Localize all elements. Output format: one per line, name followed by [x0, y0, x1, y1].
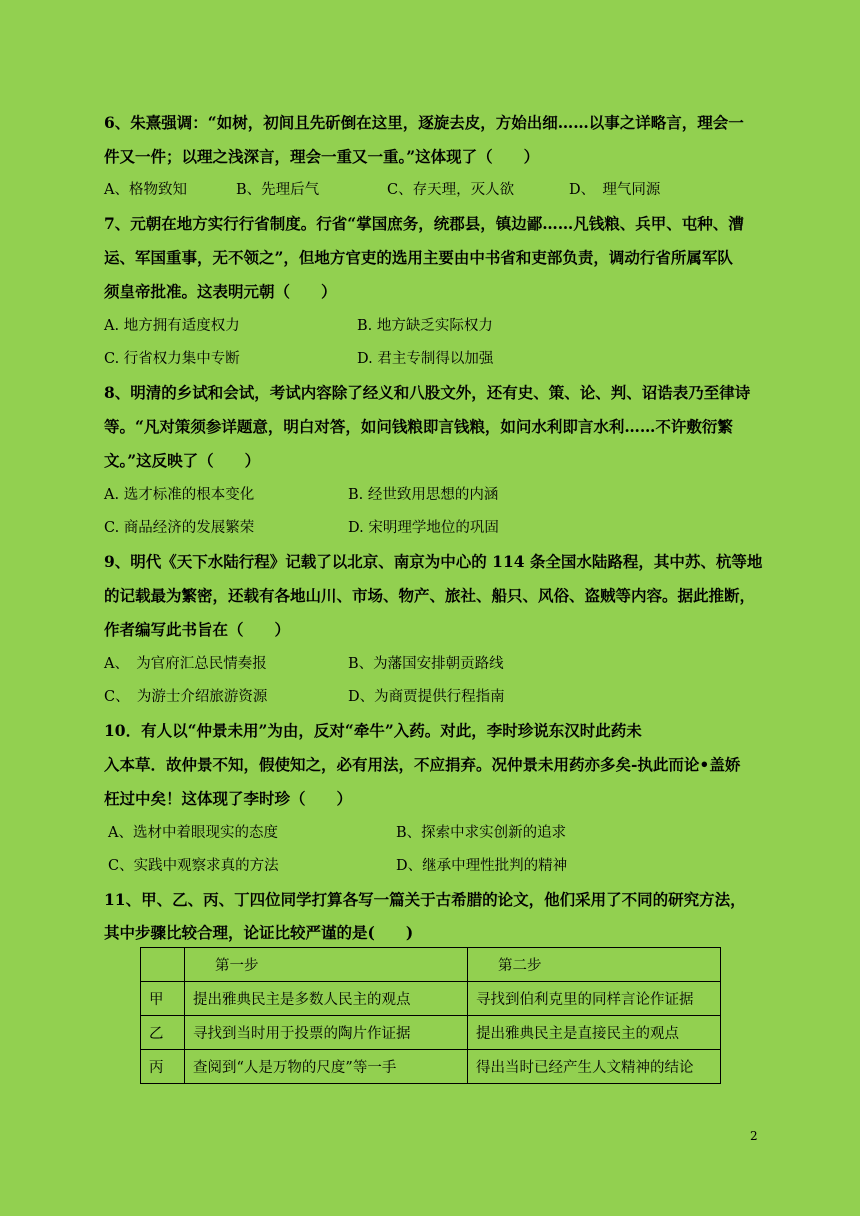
table-cell: 提出雅典民主是直接民主的观点	[468, 1016, 721, 1050]
q6-option-a: A、格物致知	[104, 182, 187, 198]
q6-option-b: B、先理后气	[236, 182, 320, 198]
q8-option-b: B. 经世致用思想的内涵	[348, 487, 499, 503]
question-8-line-3: 文。”这反映了（ ）	[104, 451, 261, 470]
q7-option-b: B. 地方缺乏实际权力	[357, 318, 493, 334]
q9-option-a: A、 为官府汇总民情奏报	[104, 656, 267, 672]
q10-option-c: C、实践中观察求真的方法	[108, 858, 279, 874]
table-cell: 甲	[141, 982, 185, 1016]
question-11-line-2: 其中步骤比较合理，论证比较严谨的是( )	[104, 923, 414, 942]
q7-option-c: C. 行省权力集中专断	[104, 351, 240, 367]
question-6-line-2: 件又一件；以理之浅深言，理会一重又一重。”这体现了（ ）	[104, 147, 540, 166]
question-9-line-3: 作者编写此书旨在（ ）	[104, 620, 291, 639]
q9-option-b: B、为藩国安排朝贡路线	[348, 656, 504, 672]
question-6-line-1: 6、朱熹强调：“如树，初间且先斫倒在这里，逐旋去皮，方始出细……以事之详略言，理会一	[104, 113, 744, 132]
q10-option-a: A、选材中着眼现实的态度	[108, 825, 278, 841]
table-cell: 丙	[141, 1050, 185, 1084]
q10-option-b: B、探索中求实创新的追求	[396, 825, 567, 841]
table-row	[141, 982, 721, 1016]
table-header-cell: 第二步	[468, 948, 721, 982]
q9-option-d: D、为商贾提供行程指南	[348, 689, 505, 705]
q7-option-a: A. 地方拥有适度权力	[104, 318, 240, 334]
table-header-cell	[141, 948, 185, 982]
q8-option-d: D. 宋明理学地位的巩固	[348, 520, 499, 536]
page-number: 2	[750, 1129, 758, 1143]
table-cell: 寻找到伯利克里的同样言论作证据	[468, 982, 721, 1016]
table-row	[141, 1016, 721, 1050]
table-cell: 乙	[141, 1016, 185, 1050]
method-table	[140, 947, 721, 1084]
question-10-line-2: 入本草．故仲景不知，假使知之，必有用法，不应捐弃。况仲景未用药亦多矣-执此而论•盖娇	[104, 755, 741, 774]
q6-option-c: C、存天理，灭人欲	[387, 182, 515, 198]
table-header-cell: 第一步	[185, 948, 468, 982]
q8-option-a: A. 选才标准的根本变化	[104, 487, 255, 503]
table-header-row	[141, 948, 721, 982]
question-8-line-2: 等。“凡对策须参详题意，明白对答，如问钱粮即言钱粮，如问水利即言水利……不许敷衍繁	[104, 417, 733, 436]
question-10-line-3: 枉过中矣！这体现了李时珍（ ）	[104, 789, 353, 808]
table-cell: 查阅到“人是万物的尺度”等一手	[185, 1050, 468, 1084]
q6-option-d: D、 理气同源	[569, 182, 661, 198]
q10-option-d: D、继承中理性批判的精神	[396, 858, 568, 874]
table-row	[141, 1050, 721, 1084]
table-cell: 寻找到当时用于投票的陶片作证据	[185, 1016, 468, 1050]
question-9-line-1: 9、明代《天下水陆行程》记载了以北京、南京为中心的 114 条全国水陆路程，其中苏、杭等地	[104, 552, 763, 571]
question-11-line-1: 11、甲、乙、丙、丁四位同学打算各写一篇关于古希腊的论文，他们采用了不同的研究方法，	[104, 890, 746, 909]
table-cell: 得出当时已经产生人文精神的结论	[468, 1050, 721, 1084]
q8-option-c: C. 商品经济的发展繁荣	[104, 520, 255, 536]
q9-option-c: C、 为游士介绍旅游资源	[104, 689, 268, 705]
q7-option-d: D. 君主专制得以加强	[357, 351, 494, 367]
question-8-line-1: 8、明清的乡试和会试，考试内容除了经义和八股文外，还有史、策、论、判、诏诰表乃至律诗	[104, 383, 751, 402]
question-7-line-1: 7、元朝在地方实行行省制度。行省“掌国庶务，统郡县，镇边鄙……凡钱粮、兵甲、屯种、漕	[104, 214, 744, 233]
question-9-line-2: 的记载最为繁密，还载有各地山川、市场、物产、旅社、船只、风俗、盗贼等内容。据此推断，	[104, 586, 756, 605]
question-10-line-1: 10．有人以“仲景未用”为由，反对“牵牛”入药。对此，李时珍说东汉时此药未	[104, 721, 642, 740]
question-7-line-3: 须皇帝批准。这表明元朝（ ）	[104, 282, 337, 301]
question-7-line-2: 运、军国重事，无不领之”，但地方官吏的选用主要由中书省和吏部负责，调动行省所属军队	[104, 248, 733, 267]
table-cell: 提出雅典民主是多数人民主的观点	[185, 982, 468, 1016]
